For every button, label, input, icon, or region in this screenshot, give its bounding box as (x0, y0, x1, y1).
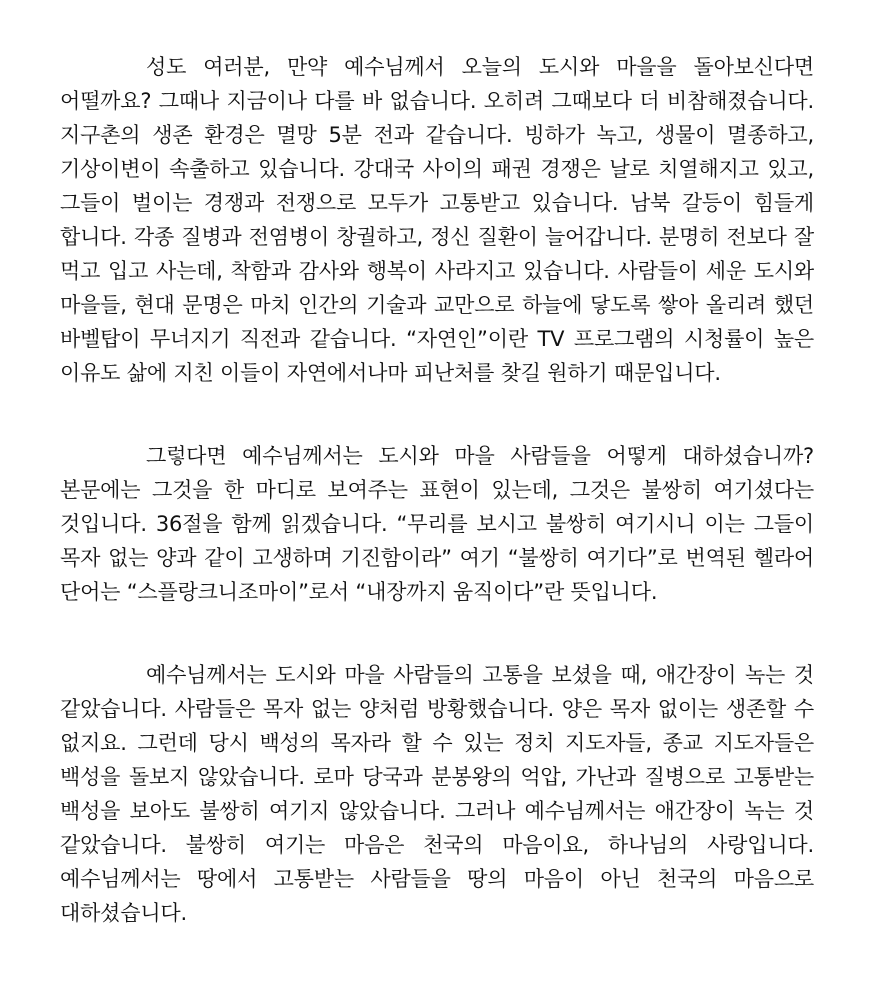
paragraph-2: 그렇다면 예수님께서는 도시와 마을 사람들을 어떻게 대하셨습니까? 본문에는 그것을 한 마디로 보여주는 표현이 있는데, 그것은 불쌍히 여기셨다는 것입니다. 36절을 함께 읽겠습니다. “무리를 보시고 불쌍히 여기시니 이는 그들이 목자 없는 양과 같이 고생하며 기진함이라” 여기 “불쌍히 여기다”로 번역된 헬라어 단어는 “스플랑크니조마이”로서 “내장까지 움직이다”란 뜻입니다. (60, 444, 814, 604)
paragraph-1: 성도 여러분, 만약 예수님께서 오늘의 도시와 마을을 돌아보신다면 어떨까요? 그때나 지금이나 다를 바 없습니다. 오히려 그때보다 더 비참해졌습니다. 지구촌의 생존 환경은 멸망 5분 전과 같습니다. 빙하가 녹고, 생물이 멸종하고, 기상이변이 속출하고 있습니다. 강대국 사이의 패권 경쟁은 날로 치열해지고 있고, 그들이 벌이는 경쟁과 전쟁으로 모두가 고통받고 있습니다. 남북 갈등이 힘들게 합니다. 각종 질병과 전염병이 창궐하고, 정신 질환이 늘어갑니다. 분명히 전보다 잘 먹고 입고 사는데, 착함과 감사와 행복이 사라지고 있습니다. 사람들이 세운 도시와 마을들, 현대 문명은 마치 인간의 기술과 교만으로 하늘에 닿도록 쌓아 올리려 했던 바벨탑이 무너지기 직전과 같습니다. “자연인”이란 TV 프로그램의 시청률이 높은 이유도 삶에 지친 이들이 자연에서나마 피난처를 찾길 원하기 때문입니다. (60, 55, 814, 385)
paragraph-3: 예수님께서는 도시와 마을 사람들의 고통을 보셨을 때, 애간장이 녹는 것 같았습니다. 사람들은 목자 없는 양처럼 방황했습니다. 양은 목자 없이는 생존할 수 없지요. 그런데 당시 백성의 목자라 할 수 있는 정치 지도자들, 종교 지도자들은 백성을 돌보지 않았습니다. 로마 당국과 분봉왕의 억압, 가난과 질병으로 고통받는 백성을 보아도 불쌍히 여기지 않았습니다. 그러나 예수님께서는 애간장이 녹는 것 같았습니다. 불쌍히 여기는 마음은 천국의 마음이요, 하나님의 사랑입니다. 예수님께서는 땅에서 고통받는 사람들을 땅의 마음이 아닌 천국의 마음으로 대하셨습니다. (60, 663, 814, 925)
document-page (60, 50, 814, 930)
